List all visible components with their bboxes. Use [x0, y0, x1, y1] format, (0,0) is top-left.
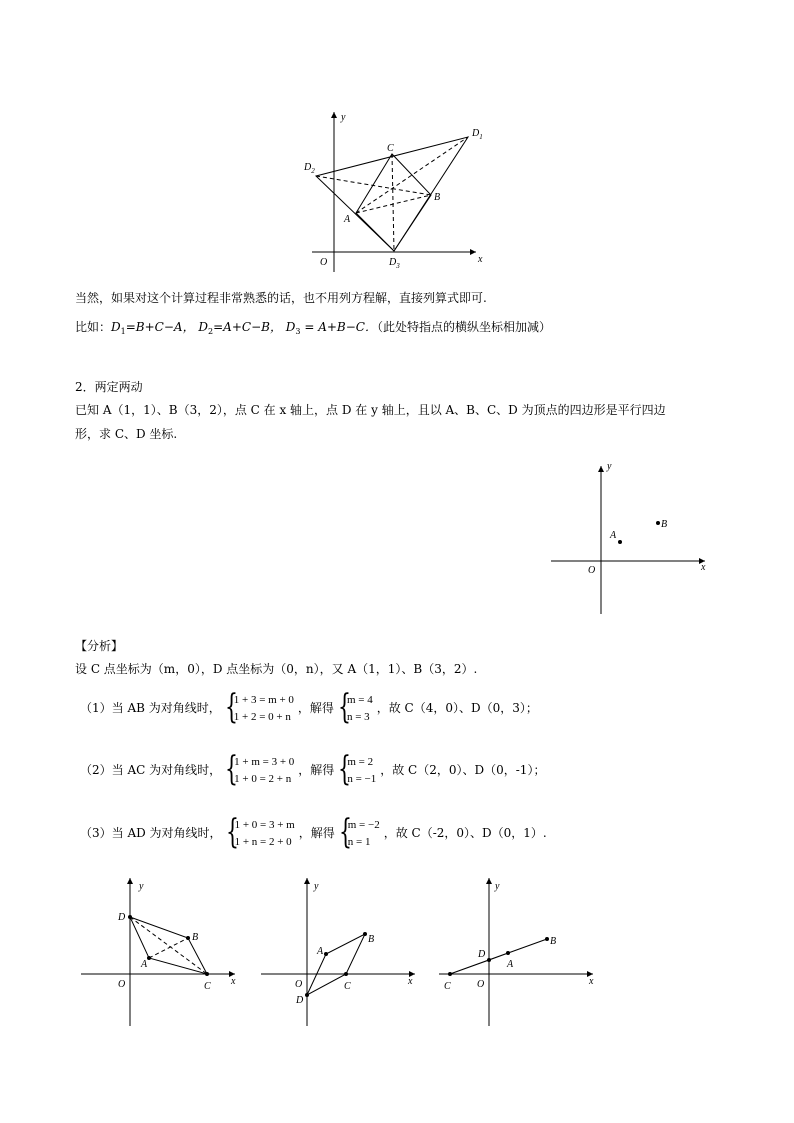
point-label-b: B — [661, 519, 668, 530]
point-label-a: A — [507, 959, 514, 970]
axis-label-y: y — [314, 881, 319, 892]
point-a — [618, 540, 622, 544]
origin-label: O — [295, 979, 303, 990]
point-label-d: D — [118, 912, 126, 923]
equation-system: { 1 + m = 3 + 0 1 + 0 = 2 + n — [225, 748, 295, 789]
case-1: （1）当 AB 为对角线时， { 1 + 3 = m + 0 1 + 2 = 0 + n ，解得 { m = 4 n = 3 ，故 C（4，0）、D（0，3）； — [80, 686, 538, 727]
solution-system: { m = 2 n = −1 — [338, 748, 377, 789]
axis-label-x: x — [231, 976, 236, 987]
section-title: 2．两定两动 — [75, 380, 143, 394]
axis-label-y: y — [341, 112, 346, 123]
formula-prefix: 比如： — [75, 320, 112, 334]
dashed-diagonal — [392, 154, 394, 251]
formula-line: 比如：$D_1=B+C-A$， $D_2=A+C-B$， $D_3 = A+B-C$．（此处特指点的横纵坐标相加减） — [75, 320, 551, 336]
problem-line-1: 已知 A（1，1）、B（3，2），点 C 在 x 轴上，点 D 在 y 轴上，且以 A、B、C、D 为顶点的四边形是平行四边 — [75, 403, 666, 417]
point-label-d: D — [478, 949, 486, 960]
point-label-d: D — [296, 995, 304, 1006]
point-b — [545, 937, 549, 941]
parallelogram-acbd — [356, 154, 431, 251]
solution-system: { m = −2 n = 1 — [338, 811, 380, 852]
axis-label-y: y — [139, 881, 144, 892]
axis-label-x: x — [589, 976, 594, 987]
case-2: （2）当 AC 为对角线时， { 1 + m = 3 + 0 1 + 0 = 2 + n ，解得 { m = 2 n = −1 ，故 C（2，0）、D（0，-1）； — [80, 748, 546, 789]
origin-label: O — [477, 979, 485, 990]
point-a — [324, 952, 328, 956]
case-1-figure — [78, 872, 243, 1032]
point-label-d3: $D_3$ — [389, 257, 400, 270]
case-3: （3）当 AD 为对角线时， { 1 + 0 = 3 + m 1 + n = 2 + 0 ，解得 { m = −2 n = 1 ，故 C（-2，0）、D（0，1）. — [80, 811, 547, 852]
point-c — [448, 972, 452, 976]
point-b — [186, 936, 190, 940]
axis-label-x: x — [478, 254, 483, 265]
point-a — [147, 956, 151, 960]
point-label-b: B — [550, 936, 557, 947]
parallelogram — [307, 934, 365, 995]
point-label-a: A — [344, 214, 351, 225]
case-3-figure — [436, 872, 601, 1032]
axis-label-y: y — [607, 461, 612, 472]
axis-label-y: y — [495, 881, 500, 892]
point-label-b: B — [192, 932, 199, 943]
note-line: 当然，如果对这个计算过程非常熟悉的话，也不用列方程解，直接列算式即可. — [75, 291, 487, 305]
point-c — [344, 972, 348, 976]
point-label-a: A — [610, 530, 617, 541]
point-label-c: C — [444, 981, 451, 992]
point-label-d1: $D_1$ — [472, 128, 483, 141]
point-label-c: C — [344, 981, 351, 992]
axis-label-x: x — [701, 562, 706, 573]
equation-system: { 1 + 3 = m + 0 1 + 2 = 0 + n — [224, 686, 294, 727]
point-label-b: B — [368, 934, 375, 945]
origin-label: O — [118, 979, 126, 990]
problem-line-2: 形，求 C、D 坐标. — [75, 427, 178, 441]
point-d — [128, 915, 132, 919]
point-label-b: B — [434, 192, 441, 203]
analysis-setup: 设 C 点坐标为（m，0），D 点坐标为（0，n），又 A（1，1）、B（3，2）. — [75, 662, 478, 676]
point-d — [305, 993, 309, 997]
top-parallelogram-figure — [300, 100, 500, 275]
point-label-c: C — [204, 981, 211, 992]
point-label-d2: $D_2$ — [304, 162, 315, 175]
point-b — [656, 521, 660, 525]
analysis-title: 【分析】 — [75, 639, 124, 653]
points-ab-figure — [548, 460, 718, 620]
origin-label: O — [320, 257, 328, 268]
parallelogram — [450, 939, 547, 974]
point-label-a: A — [141, 959, 148, 970]
point-label-a: A — [317, 946, 324, 957]
origin-label: O — [588, 565, 596, 576]
case-2-figure — [258, 872, 423, 1032]
point-b — [363, 932, 367, 936]
formula-remark: （此处特指点的横纵坐标相加减） — [376, 320, 551, 334]
point-a — [506, 951, 510, 955]
point-label-c: C — [387, 143, 394, 154]
point-c — [205, 972, 209, 976]
point-d — [487, 958, 491, 962]
axis-label-x: x — [408, 976, 413, 987]
equation-system: { 1 + 0 = 3 + m 1 + n = 2 + 0 — [225, 811, 295, 852]
solution-system: { m = 4 n = 3 — [337, 686, 373, 727]
